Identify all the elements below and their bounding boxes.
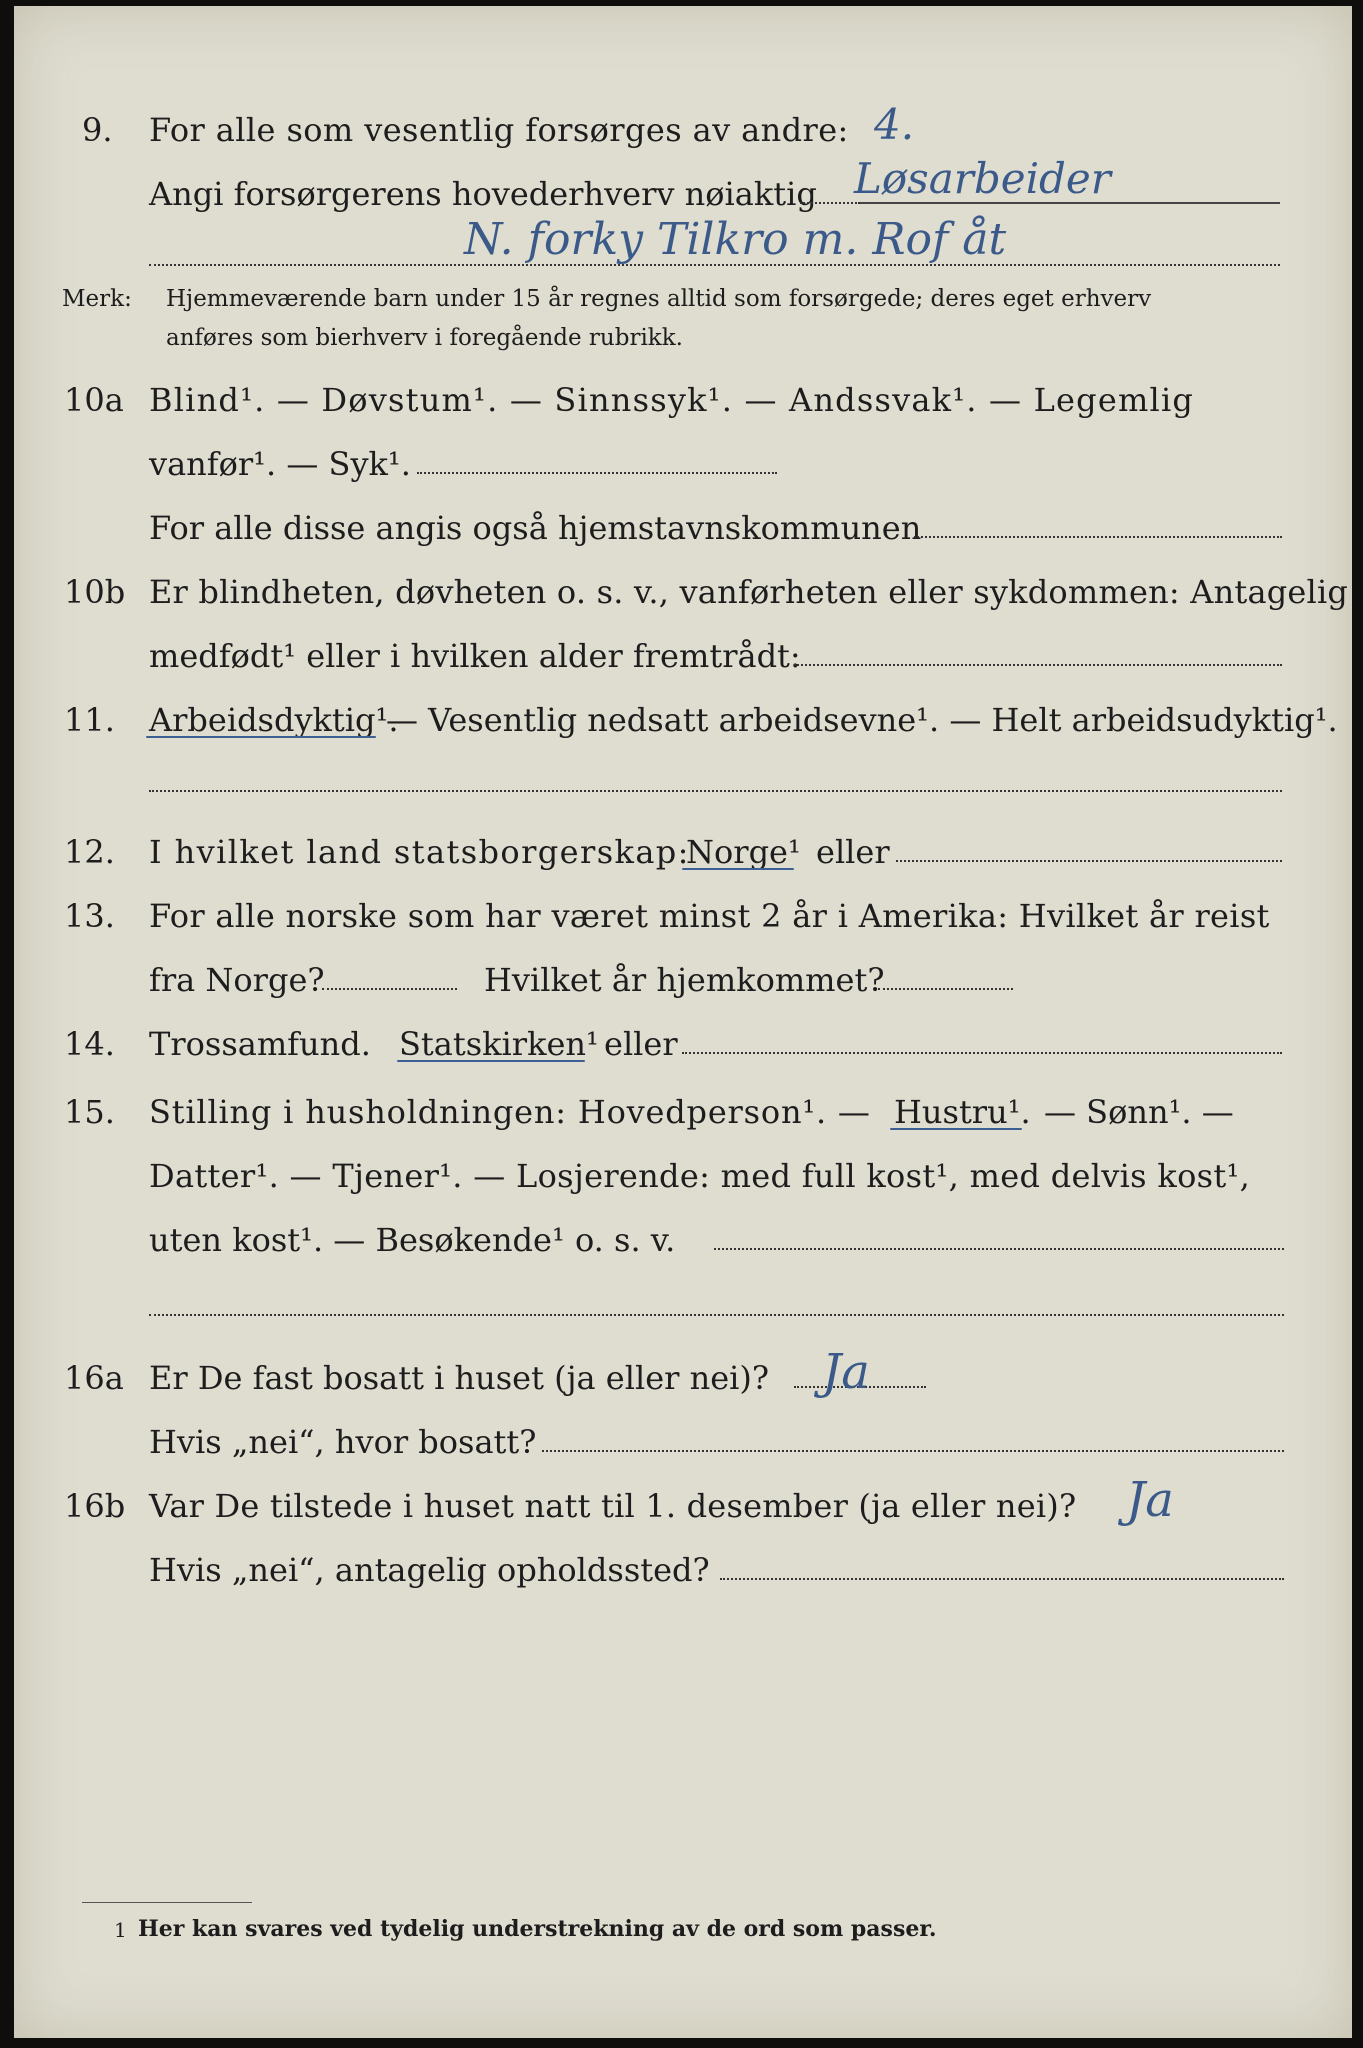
q15-line1a: Stilling i husholdningen: Hovedperson¹. — <box>149 1093 871 1131</box>
q10a-syk-line <box>417 472 777 474</box>
q16b-line1: Var De tilstede i huset natt til 1. desember (ja eller nei)? <box>149 1487 1077 1525</box>
q9-line1: For alle som vesentlig forsørges av andre: <box>149 111 849 149</box>
q9-dotted-line <box>800 202 860 204</box>
q13-number: 13. <box>64 897 115 935</box>
footnote-mark: 1 <box>114 1918 127 1942</box>
q16a-line2: Hvis „nei“, hvor bosatt? <box>149 1423 537 1461</box>
q10a-line1: Blind¹. — Døvstum¹. — Sinnssyk¹. — Andssvak¹. — Legemlig <box>149 381 1195 419</box>
q15-hustru: Hustru¹. <box>894 1093 1031 1131</box>
q10a-hjemstavn-line <box>914 536 1282 538</box>
q10b-line1: Er blindheten, døvheten o. s. v., vanførheten eller sykdommen: Antagelig <box>149 573 1349 611</box>
q12-norge: Norge¹ <box>686 833 801 871</box>
q15-continuation-line <box>149 1314 1284 1316</box>
q10b-answer-line <box>794 664 1282 666</box>
merk-label: Merk: <box>62 286 132 312</box>
q12-eller: eller <box>816 833 890 871</box>
q10b-line2: medfødt¹ eller i hvilken alder fremtrådt: <box>149 637 801 675</box>
q15-line2: Datter¹. — Tjener¹. — Losjerende: med full kost¹, med delvis kost¹, <box>149 1157 1251 1195</box>
q9-handwritten-line3: N. forky Tilkro m. Rof åt <box>464 214 1007 265</box>
footnote-rule <box>82 1902 252 1903</box>
q9-line2: Angi forsørgerens hovederhverv nøiaktig <box>149 175 817 213</box>
q11-rest: — Vesentlig nedsatt arbeidsevne¹. — Helt arbeidsudyktig¹. <box>386 701 1338 739</box>
q15-line3: uten kost¹. — Besøkende¹ o. s. v. <box>149 1221 676 1259</box>
q15-line1c: — Sønn¹. — <box>1044 1093 1234 1131</box>
merk-line1: Hjemmeværende barn under 15 år regnes alltid som forsørgede; deres eget erhverv <box>166 286 1152 312</box>
q15-handwritten-underline <box>890 1128 1022 1130</box>
q12-text: I hvilket land statsborgerskap: <box>149 833 690 871</box>
q12-answer-line <box>896 860 1282 862</box>
q16a-number: 16a <box>64 1359 124 1397</box>
q14-eller: eller <box>604 1025 678 1063</box>
q14-answer-line <box>682 1052 1282 1054</box>
q16b-line2: Hvis „nei“, antagelig opholdssted? <box>149 1551 710 1589</box>
q9-number: 9. <box>82 111 113 149</box>
q12-number: 12. <box>64 833 115 871</box>
q11-arbeidsdyktig: Arbeidsdyktig¹. <box>149 701 399 739</box>
merk-line2: anføres som bierhverv i foregående rubrikk. <box>166 325 683 351</box>
q12-handwritten-underline <box>682 868 794 870</box>
q16a-handwritten-answer: Ja <box>822 1344 870 1400</box>
q13-hjemkommet-line <box>878 988 1013 990</box>
q10a-line2: vanfør¹. — Syk¹. <box>149 445 411 483</box>
q9-handwritten-mark: 4. <box>874 100 915 149</box>
q13-line1: For alle norske som har været minst 2 år i Amerika: Hvilket år reist <box>149 897 1270 935</box>
q11-handwritten-underline <box>146 736 376 738</box>
q16b-number: 16b <box>64 1487 126 1525</box>
q13-line2a: fra Norge? <box>149 961 325 999</box>
q10a-line3: For alle disse angis også hjemstavnskommunen <box>149 509 922 547</box>
q10a-number: 10a <box>64 381 124 419</box>
q11-continuation-line <box>149 790 1282 792</box>
footnote-text: Her kan svares ved tydelig understrekning av de ord som passer. <box>138 1916 937 1942</box>
q16a-line1: Er De fast bosatt i huset (ja eller nei)? <box>149 1359 770 1397</box>
q13-reist-line <box>322 988 457 990</box>
q14-underline <box>397 1060 585 1062</box>
q16b-handwritten-answer: Ja <box>1126 1472 1174 1528</box>
census-form-page <box>14 6 1352 2038</box>
q15-answer-line <box>714 1248 1284 1250</box>
q14-text: Trossamfund. <box>149 1025 371 1063</box>
q16a-bosatt-line <box>542 1450 1284 1452</box>
q16b-opholdssted-line <box>720 1578 1284 1580</box>
q9-handwritten-answer: Løsarbeider <box>854 154 1111 203</box>
q14-number: 14. <box>64 1025 115 1063</box>
q13-line2b: Hvilket år hjemkommet? <box>484 961 885 999</box>
q11-number: 11. <box>64 701 115 739</box>
q14-statskirken: Statskirken¹ <box>399 1025 599 1063</box>
q10b-number: 10b <box>64 573 126 611</box>
q15-number: 15. <box>64 1093 115 1131</box>
